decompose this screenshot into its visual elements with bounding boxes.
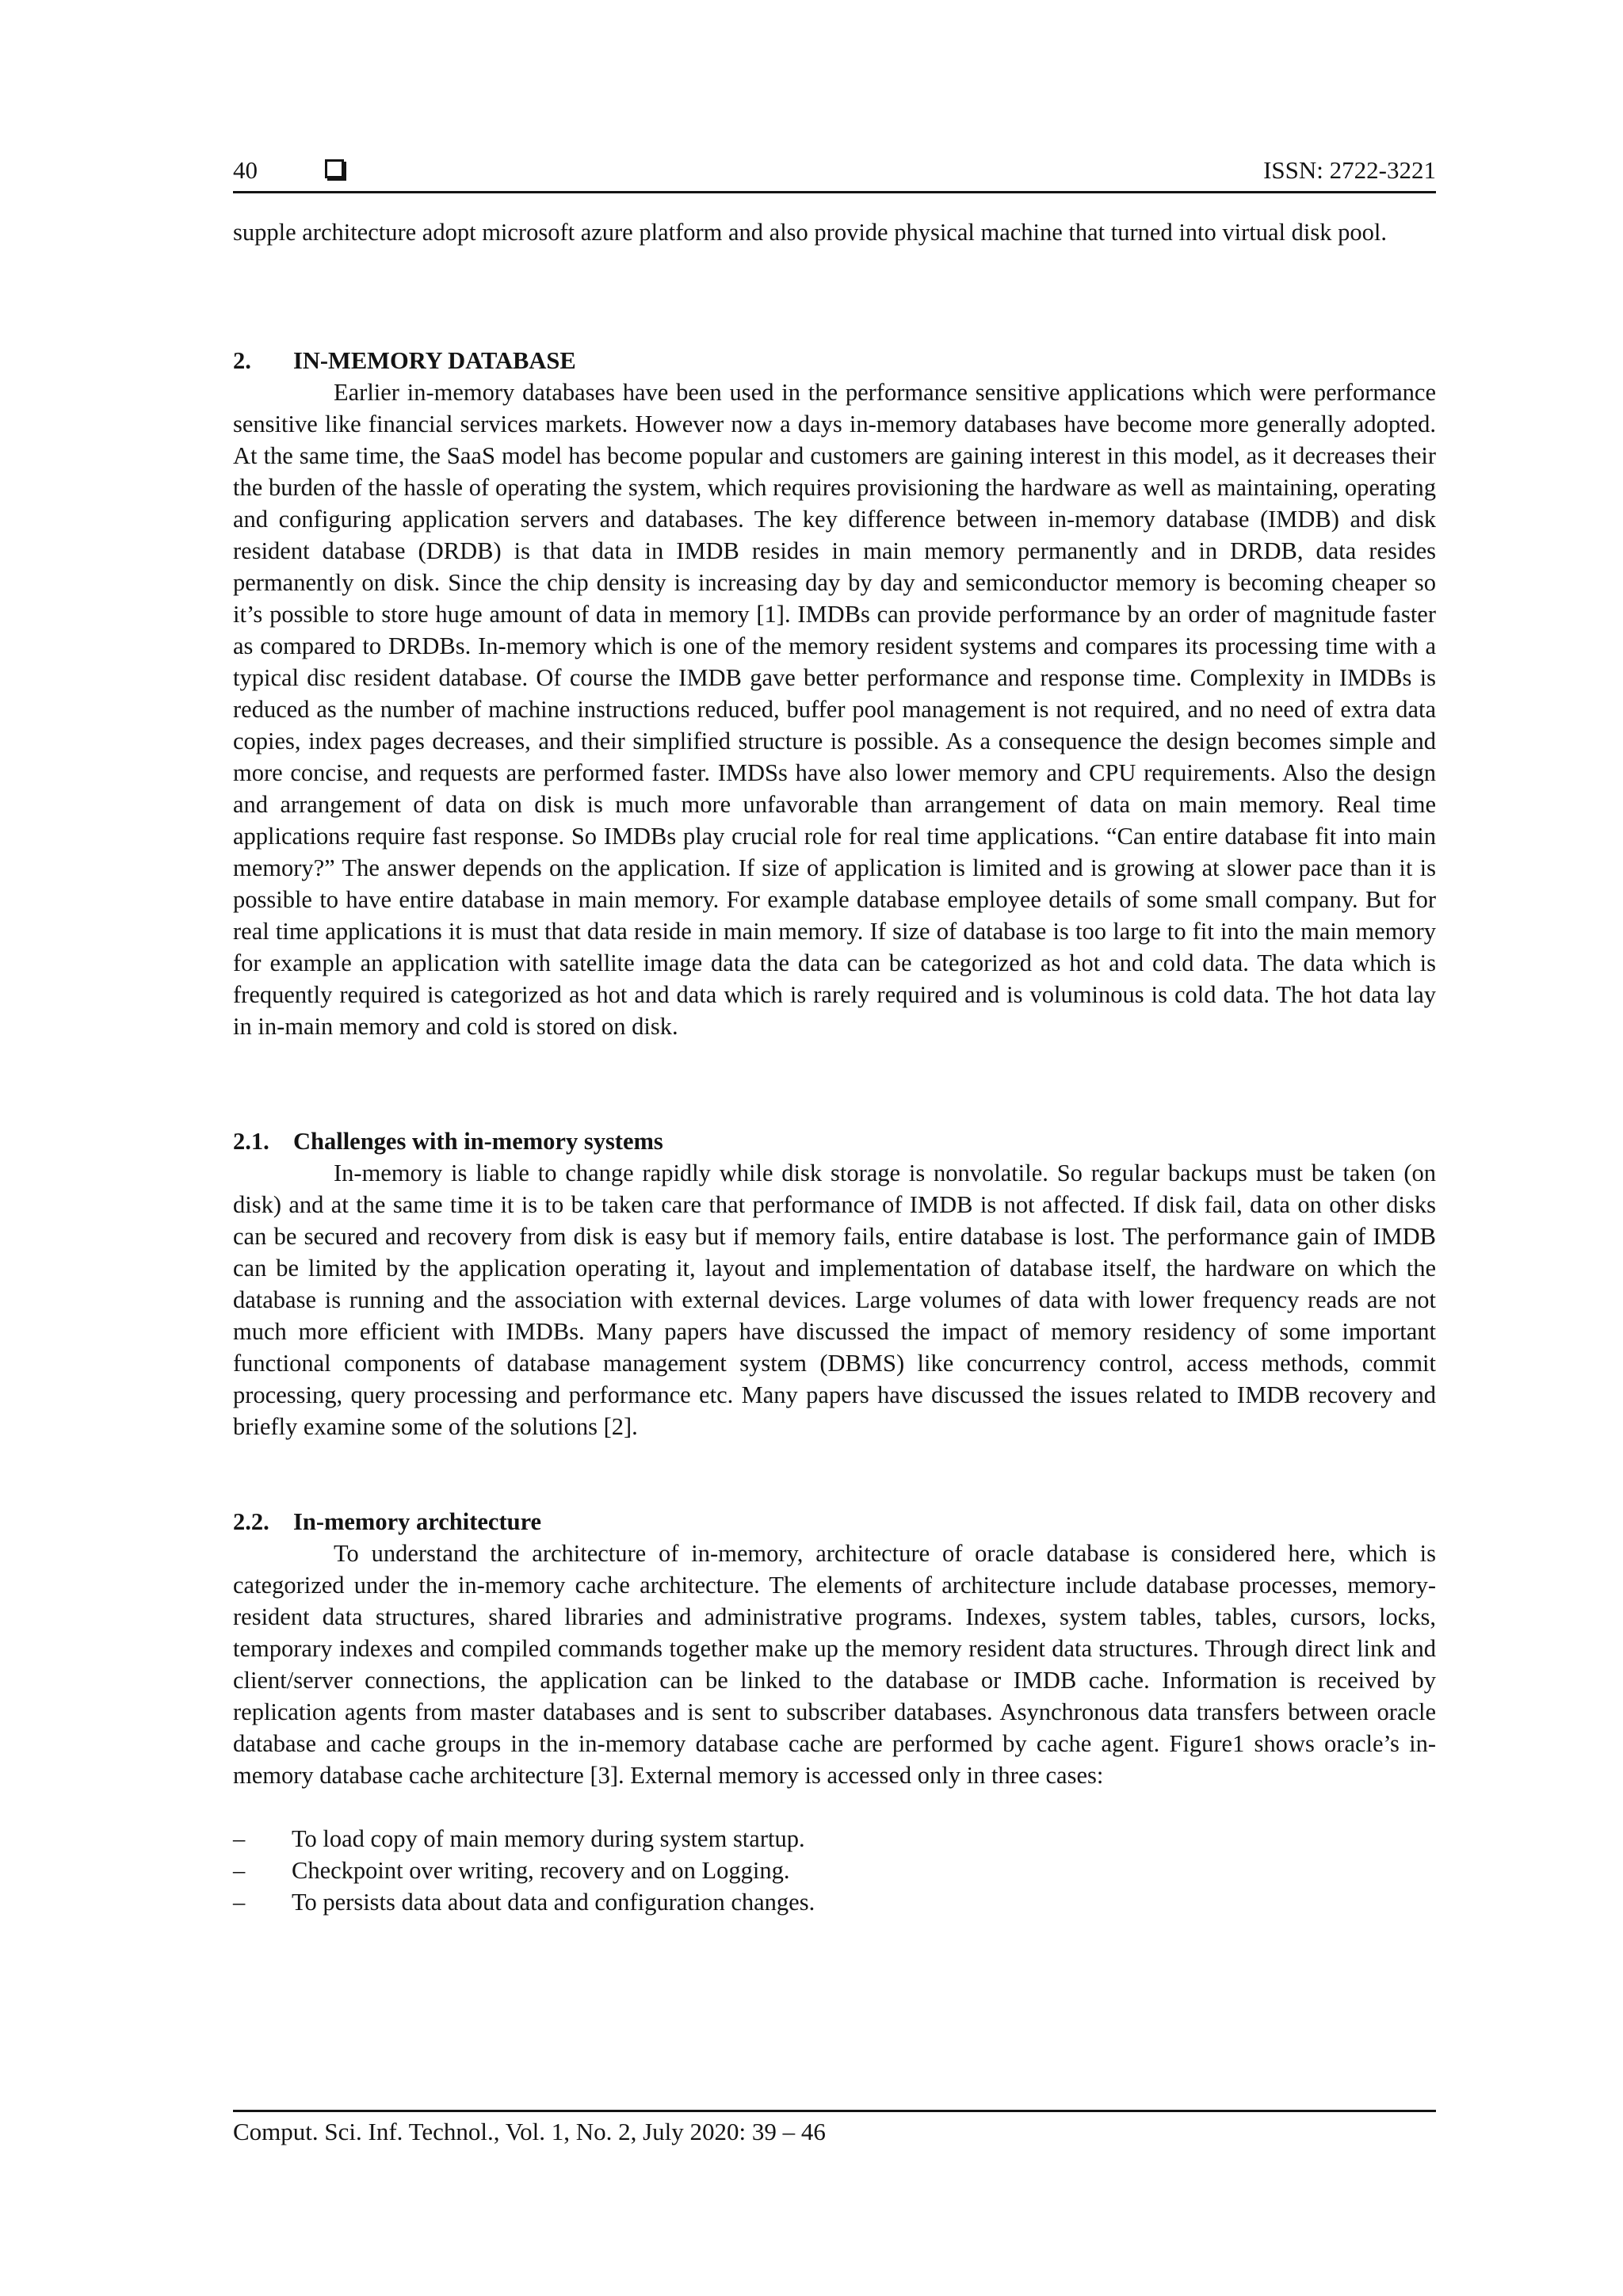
list-item <box>233 1823 1436 1855</box>
footer-divider <box>233 2110 1436 2112</box>
list-dash: – <box>233 1889 246 1916</box>
section-2-1-heading <box>233 1125 663 1157</box>
external-memory-list <box>233 1823 1436 1918</box>
section-2-2-paragraph: To understand the architecture of in-memory, architecture of oracle database is considered here, which is categorized under the in-memory cache architecture. The elements of architecture include database processes, memory-resident data structures, shared libraries and administrative programs. Indexes, system tables, tables, cursors, locks, temporary indexes and compiled commands together make up the memory resident data structures. Through direct link and client/server connections, the application can be linked to the database or IMDB cache. Information is received by replication agents from master databases and is sent to subscriber databases. Asynchronous data transfers between oracle database and cache groups in the in-memory database cache are performed by cache agent. Figure1 shows oracle’s in-memory database cache architecture [3]. External memory is accessed only in three cases: <box>233 1540 1436 1789</box>
page-header <box>233 153 1436 194</box>
section-2-heading <box>233 345 576 376</box>
list-item <box>233 1886 1436 1918</box>
list-item-text: Checkpoint over writing, recovery and on Logging. <box>292 1857 790 1884</box>
checkbox-square-icon <box>325 159 344 178</box>
page-number: 40 <box>233 156 258 184</box>
section-2-1-paragraph: In-memory is liable to change rapidly while disk storage is nonvolatile. So regular backups must be taken (on disk) and at the same time it is to be taken care that performance of IMDB is not affected. If disk fail, data on other disks can be secured and recovery from disk is easy but if memory fails, entire database is lost. The performance gain of IMDB can be limited by the application operating it, layout and implementation of database itself, the hardware on which the database is running and the association with external devices. Large volumes of data with lower frequency reads are not much more efficient with IMDBs. Many papers have discussed the impact of memory residency of some important functional components of database management system (DBMS) like concurrency control, access methods, commit processing, query processing and performance etc. Many papers have discussed the issues related to IMDB recovery and briefly examine some of the solutions [2]. <box>233 1159 1436 1440</box>
issn-label: ISSN: 2722-3221 <box>1263 156 1436 184</box>
header-divider <box>233 191 1436 193</box>
list-dash: – <box>233 1857 246 1884</box>
section-2-2-heading <box>233 1506 541 1538</box>
section-2-title: IN-MEMORY DATABASE <box>293 347 576 374</box>
paper-page <box>233 0 1436 2296</box>
section-2-1-title: Challenges with in-memory systems <box>293 1128 663 1155</box>
list-item-text: To load copy of main memory during system startup. <box>292 1825 805 1852</box>
section-2-number: 2. <box>233 347 251 374</box>
intro-paragraph: supple architecture adopt microsoft azure platform and also provide physical machine that turned into virtual disk pool. <box>233 219 1387 246</box>
list-item-text: To persists data about data and configuration changes. <box>292 1889 815 1916</box>
section-2-paragraph: Earlier in-memory databases have been used in the performance sensitive applications which were performance sensitive like financial services markets. However now a days in-memory databases have become more generally adopted. At the same time, the SaaS model has become popular and customers are gaining interest in this model, as it decreases their the burden of the hassle of operating the system, which requires provisioning the hardware as well as maintaining, operating and configuring application servers and databases. The key difference between in-memory database (IMDB) and disk resident database (DRDB) is that data in IMDB resides in main memory permanently and in DRDB, data resides permanently on disk. Since the chip density is increasing day by day and semiconductor memory is becoming cheaper so it’s possible to store huge amount of data in memory [1]. IMDBs can provide performance by an order of magnitude faster as compared to DRDBs. In-memory which is one of the memory resident systems and compares its processing time with a typical disc resident database. Of course the IMDB gave better performance and response time. Complexity in IMDBs is reduced as the number of machine instructions reduced, buffer pool management is not required, and no need of extra data copies, index pages decreases, and their simplified structure is possible. As a consequence the design becomes simple and more concise, and requests are performed faster. IMDSs have also lower memory and CPU requirements. Also the design and arrangement of data on disk is much more unfavorable than arrangement of data on main memory. Real time applications require fast response. So IMDBs play crucial role for real time applications. “Can entire database fit into main memory?” The answer depends on the application. If size of application is limited and is growing at slower pace than it is possible to have entire database in main memory. For example database employee details of some small company. But for real time applications it is must that data reside in main memory. If size of database is too large to fit into the main memory for example an application with satellite image data the data can be categorized as hot and cold data. The data which is frequently required is categorized as hot and data which is rarely required and is voluminous is cold data. The hot data lay in in-main memory and cold is stored on disk. <box>233 379 1436 1040</box>
list-item <box>233 1855 1436 1886</box>
section-2-2-number: 2.2. <box>233 1508 269 1535</box>
section-2-2-title: In-memory architecture <box>293 1508 542 1535</box>
list-dash: – <box>233 1825 246 1852</box>
footer-citation: Comput. Sci. Inf. Technol., Vol. 1, No. 2, July 2020: 39 – 46 <box>233 2118 826 2145</box>
section-2-1-number: 2.1. <box>233 1128 269 1155</box>
